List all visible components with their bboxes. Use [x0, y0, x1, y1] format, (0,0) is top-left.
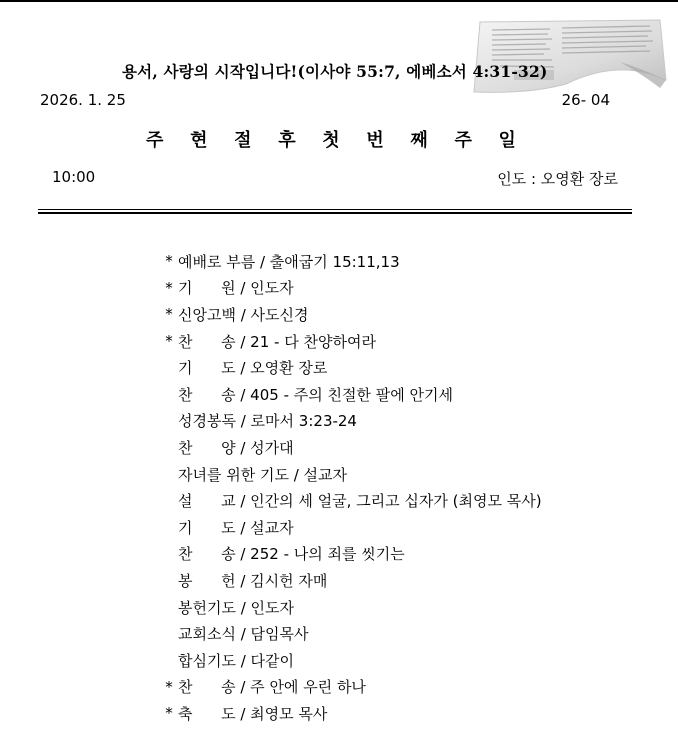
title-char: 현	[190, 130, 208, 151]
worship-item	[160, 354, 542, 381]
title-char: 일	[498, 130, 516, 151]
worship-item	[160, 514, 542, 541]
item-detail: / 최영모 목사	[235, 704, 328, 723]
worship-item	[160, 434, 542, 461]
item-detail: / 오영환 장로	[235, 359, 328, 378]
standing-marker: *	[165, 677, 173, 696]
item-name: 찬 송	[178, 545, 236, 564]
item-name: 합심기도	[178, 651, 236, 670]
item-name: 예배로 부름	[178, 252, 256, 271]
item-name: 찬 송	[178, 385, 236, 404]
item-name: 봉 헌	[178, 571, 236, 590]
worship-item	[160, 700, 542, 727]
item-detail: / 사도신경	[235, 305, 309, 324]
item-name: 찬 송	[178, 678, 236, 697]
item-detail: / 다같이	[235, 651, 295, 670]
worship-item	[160, 647, 542, 674]
item-detail: / 설교자	[235, 518, 294, 537]
worship-item	[160, 461, 542, 488]
order-of-worship	[160, 248, 542, 727]
title-char: 후	[278, 130, 296, 151]
worship-item	[160, 567, 542, 594]
item-name: 찬 송	[178, 332, 236, 351]
worship-item	[160, 275, 542, 302]
standing-marker: *	[165, 278, 173, 297]
item-name: 자녀를 위한 기도	[178, 465, 289, 484]
worship-item	[160, 328, 542, 355]
service-title	[146, 126, 516, 152]
item-detail: / 출애굽기 15:11,13	[255, 252, 400, 271]
title-char: 첫	[322, 130, 340, 151]
worship-item	[160, 620, 542, 647]
item-detail: / 405 - 주의 친절한 팔에 안기세	[235, 385, 453, 404]
item-name: 기 도	[178, 518, 236, 537]
title-char: 번	[366, 130, 384, 151]
issue-number: 26- 04	[561, 91, 610, 109]
item-detail: / 김시헌 자매	[235, 571, 328, 590]
item-name: 설 교	[178, 492, 236, 511]
newspaper-decoration-icon	[470, 18, 668, 98]
worship-item	[160, 381, 542, 408]
item-detail: / 21 - 다 찬양하여라	[235, 332, 376, 351]
title-char: 주	[454, 130, 472, 151]
title-char: 절	[234, 130, 252, 151]
worship-item	[160, 301, 542, 328]
standing-marker: *	[165, 305, 173, 324]
worship-item	[160, 487, 542, 514]
item-name: 축 도	[178, 704, 236, 723]
standing-marker: *	[165, 704, 173, 723]
worship-item	[160, 408, 542, 435]
item-name: 신앙고백	[178, 305, 236, 324]
item-name: 봉헌기도	[178, 598, 236, 617]
item-detail: / 주 안에 우린 하나	[235, 678, 366, 697]
standing-marker: *	[165, 252, 173, 271]
standing-marker: *	[165, 332, 173, 351]
item-name: 교회소식	[178, 625, 236, 644]
worship-item	[160, 541, 542, 568]
divider-line-thick	[38, 212, 632, 214]
worship-item	[160, 674, 542, 701]
item-detail: / 성가대	[235, 438, 294, 457]
divider-line-thin	[38, 209, 632, 210]
item-name: 성경봉독	[178, 412, 236, 431]
item-detail: / 인도자	[235, 279, 294, 298]
item-detail: / 담임목사	[235, 625, 309, 644]
item-detail: / 인도자	[235, 598, 295, 617]
item-detail: / 인간의 세 얼굴, 그리고 십자가 (최영모 목사)	[235, 492, 542, 511]
worship-item	[160, 248, 542, 275]
service-leader: 인도 : 오영환 장로	[497, 170, 618, 188]
item-name: 기 원	[178, 279, 236, 298]
worship-item	[160, 594, 542, 621]
item-name: 찬 양	[178, 438, 236, 457]
service-time: 10:00	[52, 168, 96, 186]
item-name: 기 도	[178, 359, 236, 378]
title-char: 째	[410, 130, 428, 151]
service-date: 2026. 1. 25	[40, 91, 126, 109]
item-detail: / 252 - 나의 죄를 씻기는	[235, 545, 405, 564]
title-char: 주	[146, 130, 164, 151]
item-detail: / 로마서 3:23-24	[235, 412, 357, 431]
item-detail: / 설교자	[288, 465, 348, 484]
motto-banner: 용서, 사랑의 시작입니다!(이사야 55:7, 에베소서 4:31-32)	[122, 62, 548, 81]
top-border-line	[0, 0, 678, 2]
